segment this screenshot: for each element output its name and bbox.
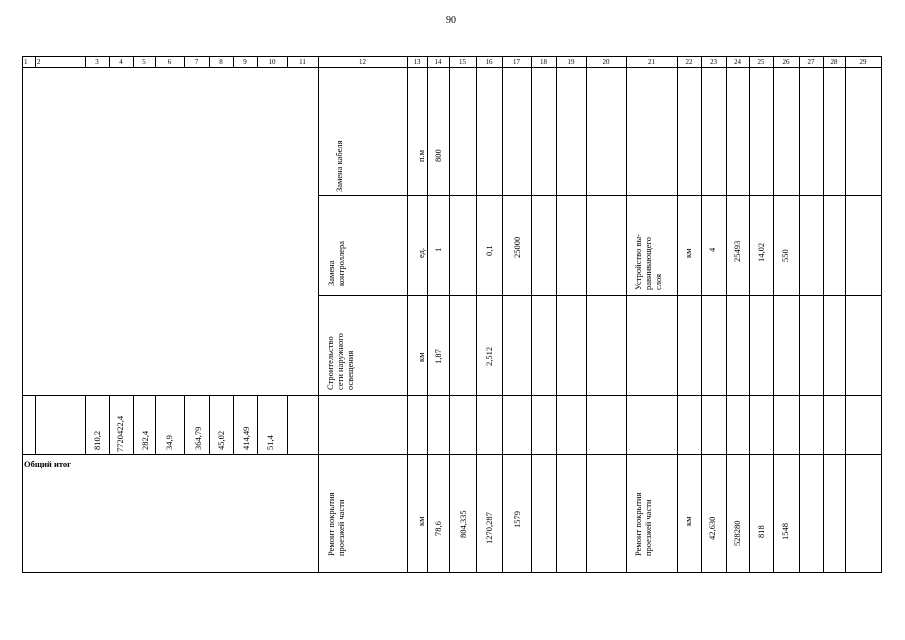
grid-line xyxy=(22,454,882,455)
grid-line xyxy=(155,395,156,455)
subtotal-col4: 7720422,4 xyxy=(115,415,125,452)
grid-line xyxy=(427,56,428,573)
column-header: 28 xyxy=(830,58,838,66)
grid-line xyxy=(476,56,477,573)
grid-line xyxy=(22,67,882,68)
column-header: 15 xyxy=(459,58,466,66)
grand-total-label: Общий итог xyxy=(24,459,72,469)
controller-col17: 25000 xyxy=(512,236,522,258)
leveling-unit: км xyxy=(683,248,693,258)
grid-line xyxy=(109,395,110,455)
subtotal-col9: 414,49 xyxy=(241,426,251,450)
grid-line xyxy=(22,56,23,573)
grid-line xyxy=(502,56,503,573)
cable-qty: 800 xyxy=(433,149,443,162)
column-header: 22 xyxy=(685,58,693,66)
total-col15: 804,335 xyxy=(458,510,468,538)
total-unit2: км xyxy=(683,516,693,526)
grid-line xyxy=(586,56,587,573)
controller-qty: 1 xyxy=(433,247,443,252)
column-header: 6 xyxy=(167,58,172,66)
total-col26: 1548 xyxy=(780,523,790,540)
grid-line xyxy=(318,56,319,573)
column-header: 2 xyxy=(37,58,41,66)
grid-line xyxy=(209,395,210,455)
leveling-col23: 4 xyxy=(707,247,717,252)
total-col25: 818 xyxy=(756,525,766,538)
column-header: 23 xyxy=(710,58,717,66)
column-header: 13 xyxy=(413,58,421,66)
grid-line xyxy=(133,395,134,455)
total-col17: 1579 xyxy=(512,511,522,528)
lighting-unit: км xyxy=(416,352,426,362)
grid-line xyxy=(881,56,882,573)
total-col24: 528280 xyxy=(732,520,742,546)
grid-line xyxy=(233,395,234,455)
grid-line xyxy=(626,56,627,573)
controller-col16: 0,1 xyxy=(484,245,494,256)
leveling-col26: 550 xyxy=(780,249,790,262)
column-header: 10 xyxy=(268,58,276,66)
column-header: 27 xyxy=(807,58,815,66)
total-unit: км xyxy=(416,516,426,526)
total-work2-name: Ремонт покрытия проезжей части xyxy=(633,492,653,556)
subtotal-col3: 810,2 xyxy=(92,430,102,450)
grid-line xyxy=(556,56,557,573)
total-work-name: Ремонт покрытия проезжей части xyxy=(326,492,346,556)
grid-line xyxy=(823,56,824,573)
grid-line xyxy=(531,56,532,573)
total-col23: 42,630 xyxy=(707,516,717,540)
column-header: 20 xyxy=(602,58,610,66)
grid-line xyxy=(257,395,258,455)
column-header: 21 xyxy=(648,58,655,66)
grid-line xyxy=(677,56,678,573)
lighting-work-name: Строительство сети наружного освещения xyxy=(325,333,355,390)
subtotal-col6: 34,9 xyxy=(164,435,174,450)
grid-line xyxy=(22,395,882,396)
column-header: 12 xyxy=(359,58,366,66)
column-header: 14 xyxy=(434,58,442,66)
grid-line xyxy=(22,572,882,573)
grid-line xyxy=(407,56,408,573)
total-col16: 1270,287 xyxy=(484,512,494,544)
column-header: 17 xyxy=(513,58,520,66)
column-header: 3 xyxy=(95,58,99,66)
column-header: 4 xyxy=(119,58,123,66)
column-header: 25 xyxy=(757,58,765,66)
subtotal-col5: 282,4 xyxy=(140,430,150,450)
leveling-col24: 25493 xyxy=(732,240,742,262)
leveling-col25: 14,02 xyxy=(756,242,766,262)
grid-line xyxy=(287,395,288,455)
lighting-qty: 1,87 xyxy=(433,349,443,364)
grid-line xyxy=(799,56,800,573)
grid-line xyxy=(845,56,846,573)
lighting-col16: 2,512 xyxy=(484,346,494,366)
column-header: 24 xyxy=(734,58,741,66)
subtotal-col8: 45,02 xyxy=(216,430,226,450)
column-header: 9 xyxy=(243,58,247,66)
subtotal-col10: 51,4 xyxy=(265,435,275,450)
cable-unit: п.м xyxy=(416,149,426,162)
grid-line xyxy=(184,395,185,455)
column-header: 16 xyxy=(485,58,493,66)
column-header: 11 xyxy=(299,58,306,66)
grid-line xyxy=(35,395,36,455)
controller-work-name: Замена контроллера xyxy=(326,241,346,286)
grid-line xyxy=(749,56,750,573)
grid-line xyxy=(318,195,882,196)
leveling-work-name: Устройство вы- равнивающего слоя xyxy=(633,233,663,290)
column-header: 7 xyxy=(194,58,199,66)
cable-work-name: Замена кабеля xyxy=(334,140,344,192)
grid-line xyxy=(726,56,727,573)
column-header: 26 xyxy=(782,58,790,66)
column-header: 5 xyxy=(142,58,146,66)
grid-line xyxy=(449,56,450,573)
grid-line xyxy=(318,295,882,296)
total-qty: 78,6 xyxy=(433,521,443,536)
subtotal-col7: 364,79 xyxy=(193,426,203,450)
column-header: 19 xyxy=(567,58,575,66)
controller-unit: ед. xyxy=(416,247,426,258)
column-header: 29 xyxy=(859,58,867,66)
column-header: 1 xyxy=(24,58,28,66)
page-number: 90 xyxy=(446,15,456,26)
column-header: 18 xyxy=(540,58,547,66)
grid-line xyxy=(85,395,86,455)
grid-line xyxy=(773,56,774,573)
grid-line xyxy=(701,56,702,573)
column-header: 8 xyxy=(219,58,223,66)
